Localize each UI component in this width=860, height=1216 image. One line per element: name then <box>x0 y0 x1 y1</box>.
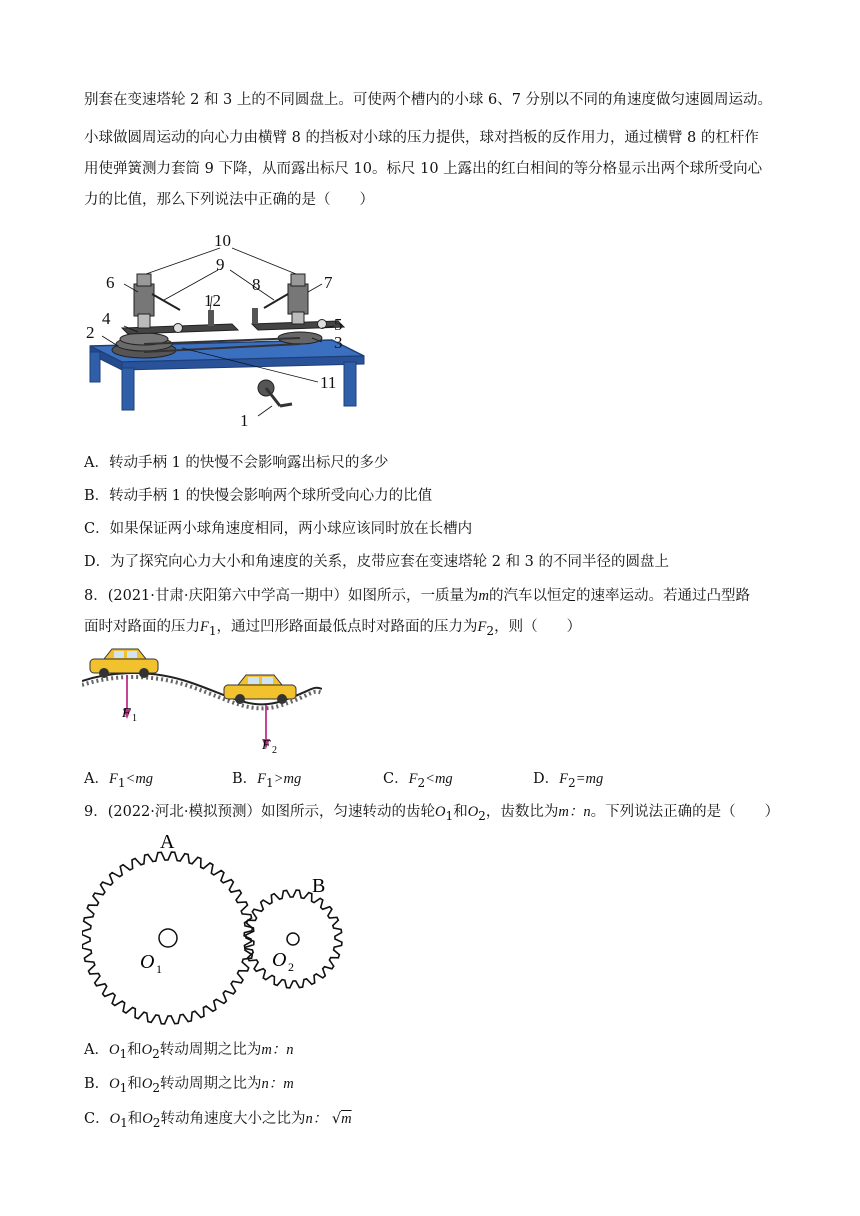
gear-label-o2: O <box>272 949 287 971</box>
q8-option-d: D．$F_2=mg$ <box>533 771 604 790</box>
fig-label-11: 11 <box>320 373 337 392</box>
force-label-f2: F <box>262 738 271 753</box>
q7-text-line-3: 用使弹簧测力套筒 9 下降，从而露出标尺 10。标尺 10 上露出的红白相间的等分格显示出两个球所受向心 <box>84 161 763 177</box>
gear-a-icon <box>82 852 254 1024</box>
q7-text-line-1: 别套在变速塔轮 2 和 3 上的不同圆盘上。可使两个槽内的小球 6、7 分别以不同的角速度做匀速圆周运动。 <box>84 92 773 108</box>
q9-option-a: A．$O_1$和$O_2$转动周期之比为m：n <box>84 1042 294 1061</box>
road-car-figure <box>82 645 322 757</box>
fig-label-4: 4 <box>102 309 111 328</box>
fig-label-7: 7 <box>324 273 333 292</box>
fig-label-8: 8 <box>252 275 261 294</box>
centripetal-force-apparatus-figure <box>82 228 372 428</box>
q8-text-line-2: 面时对路面的压力$F_1$，通过凹形路面最低点时对路面的压力为$F_2$，则（ ） <box>84 619 582 638</box>
gear-label-a: A <box>160 831 175 853</box>
fig-label-5: 5 <box>334 315 343 334</box>
fig-label-3: 3 <box>334 333 343 352</box>
q8-option-c: C．$F_2<mg$ <box>383 771 453 790</box>
fig-label-2: 2 <box>86 323 95 342</box>
force-label-f2-sub: 2 <box>272 745 277 756</box>
q8-text-line-1: 8．(2021·甘肃·庆阳第六中学高一期中）如图所示，一质量为m的汽车以恒定的速率运动。若通过凸型路 <box>84 588 750 604</box>
gear-label-o1-sub: 1 <box>156 962 162 976</box>
fig-label-1: 1 <box>240 411 249 428</box>
q8-option-a: A．$F_1<mg$ <box>84 771 154 790</box>
q8-option-b: B．$F_1>mg$ <box>232 771 302 790</box>
q9-option-c: C．$O_1$和$O_2$转动角速度大小之比为n： √m <box>84 1111 352 1130</box>
gear-label-b: B <box>312 875 326 897</box>
q7-option-c: C．如果保证两小球角速度相同，两小球应该同时放在长槽内 <box>84 521 473 537</box>
gears-figure <box>82 828 362 1028</box>
force-label-f1-sub: 1 <box>132 713 137 724</box>
q7-text-line-4: 力的比值，那么下列说法中正确的是（ ） <box>84 192 374 208</box>
q7-option-b: B．转动手柄 1 的快慢会影响两个球所受向心力的比值 <box>84 488 433 504</box>
fig-label-6: 6 <box>106 273 115 292</box>
q7-text-line-2: 小球做圆周运动的向心力由横臂 8 的挡板对小球的压力提供，球对挡板的反作用力，通过横臂 8 的杠杆作 <box>84 130 759 146</box>
force-label-f1: F <box>122 706 131 721</box>
q9-text-line: 9．(2022·河北·模拟预测）如图所示，匀速转动的齿轮$O_1$和$O_2$，齿数比为m：n。下列说法正确的是（ ） <box>84 804 780 823</box>
fig-label-10: 10 <box>214 231 231 250</box>
sqrt-symbol: √m <box>331 1111 352 1127</box>
q7-option-a: A．转动手柄 1 的快慢不会影响露出标尺的多少 <box>84 455 389 471</box>
q9-option-b: B．$O_1$和$O_2$转动周期之比为n：m <box>84 1076 294 1095</box>
gear-label-o2-sub: 2 <box>288 960 294 974</box>
gear-label-o1: O <box>140 951 155 973</box>
fig-label-9: 9 <box>216 255 225 274</box>
fig-label-12: 12 <box>204 291 221 310</box>
q7-option-d: D．为了探究向心力大小和角速度的关系，皮带应套在变速塔轮 2 和 3 的不同半径的圆盘上 <box>84 554 670 570</box>
